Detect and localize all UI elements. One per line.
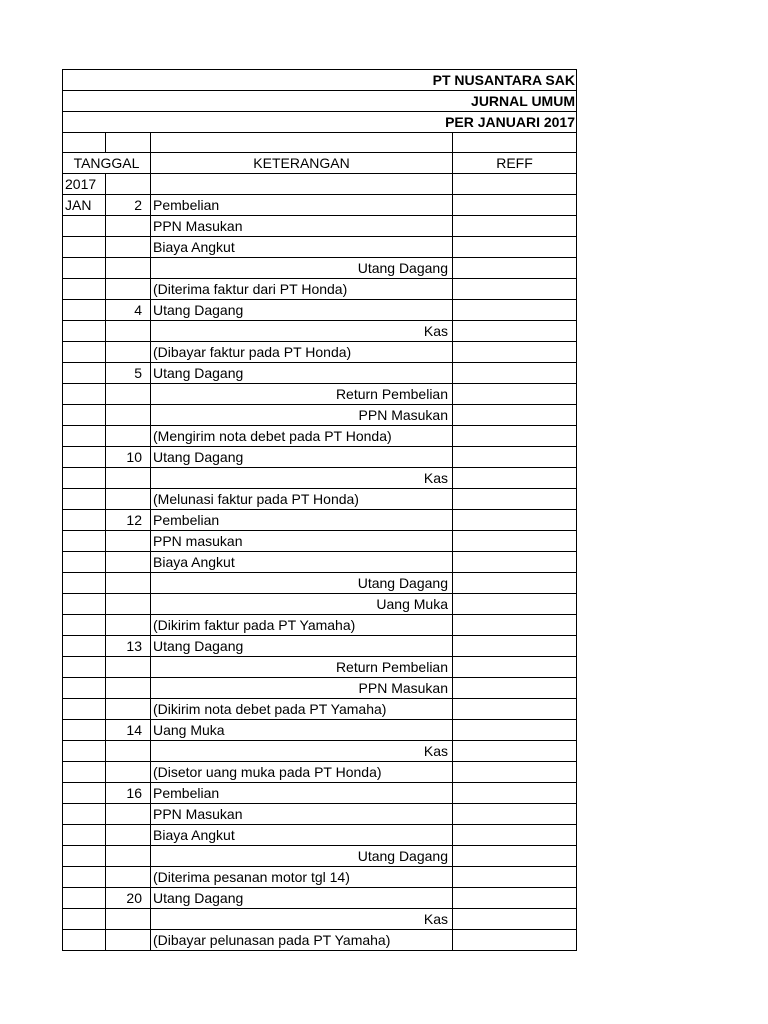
- day-cell: [106, 699, 151, 720]
- keterangan-cell: (Diterima pesanan motor tgl 14): [151, 867, 453, 888]
- keterangan-cell: (Melunasi faktur pada PT Honda): [151, 489, 453, 510]
- keterangan-cell: (Dibayar pelunasan pada PT Yamaha): [151, 930, 453, 951]
- day-cell: [106, 594, 151, 615]
- month-cell: [63, 783, 106, 804]
- reff-cell: [453, 573, 577, 594]
- keterangan-cell: PPN Masukan: [151, 804, 453, 825]
- day-cell: [106, 846, 151, 867]
- company-row: [63, 70, 577, 91]
- reff-cell: [453, 447, 577, 468]
- day-cell: 4: [106, 300, 151, 321]
- keterangan-cell: PPN masukan: [151, 531, 453, 552]
- reff-cell: [453, 594, 577, 615]
- reff-cell: [453, 321, 577, 342]
- header-keterangan: KETERANGAN: [151, 153, 453, 174]
- day-cell: [106, 552, 151, 573]
- keterangan-cell: (Dikirim nota debet pada PT Yamaha): [151, 699, 453, 720]
- reff-cell: [453, 720, 577, 741]
- day-cell: [106, 804, 151, 825]
- day-cell: [106, 321, 151, 342]
- blank-cell: [453, 133, 577, 153]
- reff-cell: [453, 678, 577, 699]
- keterangan-cell: PPN Masukan: [151, 405, 453, 426]
- reff-cell: [453, 552, 577, 573]
- reff-cell: [453, 867, 577, 888]
- month-cell: [63, 363, 106, 384]
- reff-cell: [453, 636, 577, 657]
- reff-cell: [453, 195, 577, 216]
- table-row: [63, 216, 577, 237]
- month-cell: [63, 384, 106, 405]
- keterangan-cell: PPN Masukan: [151, 678, 453, 699]
- table-row: [63, 489, 577, 510]
- month-cell: [63, 741, 106, 762]
- day-cell: [106, 405, 151, 426]
- table-row: [63, 426, 577, 447]
- year-cell: 2017: [63, 174, 106, 195]
- keterangan-cell: (Dikirim faktur pada PT Yamaha): [151, 615, 453, 636]
- keterangan-cell: Pembelian: [151, 195, 453, 216]
- month-cell: [63, 300, 106, 321]
- table-row: [63, 531, 577, 552]
- month-cell: [63, 426, 106, 447]
- column-header-row: [63, 153, 577, 174]
- keterangan-cell: Uang Muka: [151, 594, 453, 615]
- table-row: [63, 405, 577, 426]
- reff-cell: [453, 279, 577, 300]
- table-row: [63, 741, 577, 762]
- keterangan-cell: Biaya Angkut: [151, 237, 453, 258]
- table-row: [63, 342, 577, 363]
- day-cell: [106, 657, 151, 678]
- day-cell: [106, 384, 151, 405]
- keterangan-cell: Kas: [151, 741, 453, 762]
- month-cell: [63, 279, 106, 300]
- keterangan-cell: Utang Dagang: [151, 258, 453, 279]
- month-cell: [63, 615, 106, 636]
- table-row: [63, 804, 577, 825]
- keterangan-cell: Return Pembelian: [151, 384, 453, 405]
- reff-cell: [453, 216, 577, 237]
- reff-cell: [453, 888, 577, 909]
- month-cell: [63, 909, 106, 930]
- reff-cell: [453, 930, 577, 951]
- year-row: [63, 174, 577, 195]
- month-cell: [63, 552, 106, 573]
- day-cell: [106, 867, 151, 888]
- table-row: [63, 279, 577, 300]
- keterangan-cell: Biaya Angkut: [151, 825, 453, 846]
- keterangan-cell: Utang Dagang: [151, 447, 453, 468]
- table-row: [63, 762, 577, 783]
- keterangan-cell: Uang Muka: [151, 720, 453, 741]
- reff-cell: [453, 384, 577, 405]
- table-row: [63, 195, 577, 216]
- keterangan-cell: Kas: [151, 321, 453, 342]
- month-cell: [63, 531, 106, 552]
- day-cell: [106, 279, 151, 300]
- blank-cell: [106, 174, 151, 195]
- reff-cell: [453, 657, 577, 678]
- day-cell: [106, 930, 151, 951]
- table-row: [63, 657, 577, 678]
- keterangan-cell: Kas: [151, 909, 453, 930]
- day-cell: 5: [106, 363, 151, 384]
- day-cell: [106, 426, 151, 447]
- day-cell: [106, 216, 151, 237]
- table-row: [63, 552, 577, 573]
- table-row: [63, 783, 577, 804]
- table-row: [63, 594, 577, 615]
- reff-cell: [453, 510, 577, 531]
- day-cell: 10: [106, 447, 151, 468]
- table-row: [63, 510, 577, 531]
- reff-cell: [453, 846, 577, 867]
- month-cell: [63, 468, 106, 489]
- table-row: [63, 468, 577, 489]
- blank-cell: [151, 174, 453, 195]
- keterangan-cell: (Mengirim nota debet pada PT Honda): [151, 426, 453, 447]
- keterangan-cell: Pembelian: [151, 783, 453, 804]
- month-cell: [63, 657, 106, 678]
- day-cell: 12: [106, 510, 151, 531]
- day-cell: [106, 741, 151, 762]
- table-row: [63, 363, 577, 384]
- month-cell: [63, 237, 106, 258]
- table-row: [63, 615, 577, 636]
- day-cell: [106, 825, 151, 846]
- month-cell: [63, 804, 106, 825]
- table-row: [63, 321, 577, 342]
- keterangan-cell: Utang Dagang: [151, 363, 453, 384]
- day-cell: [106, 531, 151, 552]
- table-row: [63, 699, 577, 720]
- month-cell: [63, 846, 106, 867]
- month-cell: [63, 825, 106, 846]
- journal-table: [62, 69, 577, 951]
- blank-cell: [453, 174, 577, 195]
- month-cell: [63, 510, 106, 531]
- reff-cell: [453, 783, 577, 804]
- month-cell: [63, 489, 106, 510]
- day-cell: 2: [106, 195, 151, 216]
- day-cell: [106, 258, 151, 279]
- header-tanggal: TANGGAL: [63, 153, 151, 174]
- journal-title: JURNAL UMUM: [63, 91, 577, 112]
- month-cell: [63, 699, 106, 720]
- reff-cell: [453, 825, 577, 846]
- reff-cell: [453, 615, 577, 636]
- day-cell: [106, 678, 151, 699]
- keterangan-cell: Pembelian: [151, 510, 453, 531]
- month-cell: [63, 342, 106, 363]
- month-cell: [63, 321, 106, 342]
- month-cell: [63, 720, 106, 741]
- table-row: [63, 258, 577, 279]
- reff-cell: [453, 762, 577, 783]
- reff-cell: [453, 426, 577, 447]
- table-row: [63, 237, 577, 258]
- table-row: [63, 825, 577, 846]
- month-cell: [63, 636, 106, 657]
- month-cell: [63, 405, 106, 426]
- reff-cell: [453, 237, 577, 258]
- table-row: [63, 867, 577, 888]
- month-cell: [63, 930, 106, 951]
- keterangan-cell: Utang Dagang: [151, 573, 453, 594]
- month-cell: [63, 573, 106, 594]
- day-cell: 13: [106, 636, 151, 657]
- day-cell: [106, 468, 151, 489]
- reff-cell: [453, 300, 577, 321]
- blank-cell: [151, 133, 453, 153]
- keterangan-cell: Biaya Angkut: [151, 552, 453, 573]
- blank-cell: [63, 133, 106, 153]
- blank-cell: [106, 133, 151, 153]
- reff-cell: [453, 909, 577, 930]
- table-row: [63, 909, 577, 930]
- month-cell: [63, 888, 106, 909]
- day-cell: [106, 762, 151, 783]
- table-row: [63, 384, 577, 405]
- month-cell: [63, 594, 106, 615]
- day-cell: [106, 909, 151, 930]
- title-row: [63, 91, 577, 112]
- reff-cell: [453, 804, 577, 825]
- day-cell: [106, 573, 151, 594]
- keterangan-cell: (Dibayar faktur pada PT Honda): [151, 342, 453, 363]
- table-row: [63, 573, 577, 594]
- table-row: [63, 636, 577, 657]
- reff-cell: [453, 699, 577, 720]
- month-cell: [63, 867, 106, 888]
- table-row: [63, 888, 577, 909]
- day-cell: 16: [106, 783, 151, 804]
- reff-cell: [453, 258, 577, 279]
- month-cell: [63, 258, 106, 279]
- keterangan-cell: Utang Dagang: [151, 846, 453, 867]
- keterangan-cell: Utang Dagang: [151, 300, 453, 321]
- day-cell: 20: [106, 888, 151, 909]
- month-cell: JAN: [63, 195, 106, 216]
- reff-cell: [453, 468, 577, 489]
- keterangan-cell: Utang Dagang: [151, 888, 453, 909]
- day-cell: [106, 489, 151, 510]
- day-cell: [106, 237, 151, 258]
- keterangan-cell: Return Pembelian: [151, 657, 453, 678]
- keterangan-cell: Utang Dagang: [151, 636, 453, 657]
- day-cell: [106, 615, 151, 636]
- keterangan-cell: (Diterima faktur dari PT Honda): [151, 279, 453, 300]
- table-row: [63, 447, 577, 468]
- header-reff: REFF: [453, 153, 577, 174]
- reff-cell: [453, 405, 577, 426]
- reff-cell: [453, 342, 577, 363]
- keterangan-cell: (Disetor uang muka pada PT Honda): [151, 762, 453, 783]
- reff-cell: [453, 489, 577, 510]
- table-row: [63, 678, 577, 699]
- reff-cell: [453, 531, 577, 552]
- table-row: [63, 720, 577, 741]
- reff-cell: [453, 363, 577, 384]
- keterangan-cell: Kas: [151, 468, 453, 489]
- day-cell: [106, 342, 151, 363]
- table-row: [63, 846, 577, 867]
- month-cell: [63, 216, 106, 237]
- month-cell: [63, 678, 106, 699]
- table-row: [63, 930, 577, 951]
- month-cell: [63, 762, 106, 783]
- company-name: PT NUSANTARA SAK: [63, 70, 577, 91]
- reff-cell: [453, 741, 577, 762]
- period-row: [63, 112, 577, 133]
- journal-period: PER JANUARI 2017: [63, 112, 577, 133]
- keterangan-cell: PPN Masukan: [151, 216, 453, 237]
- day-cell: 14: [106, 720, 151, 741]
- blank-row: [63, 133, 577, 153]
- month-cell: [63, 447, 106, 468]
- table-row: [63, 300, 577, 321]
